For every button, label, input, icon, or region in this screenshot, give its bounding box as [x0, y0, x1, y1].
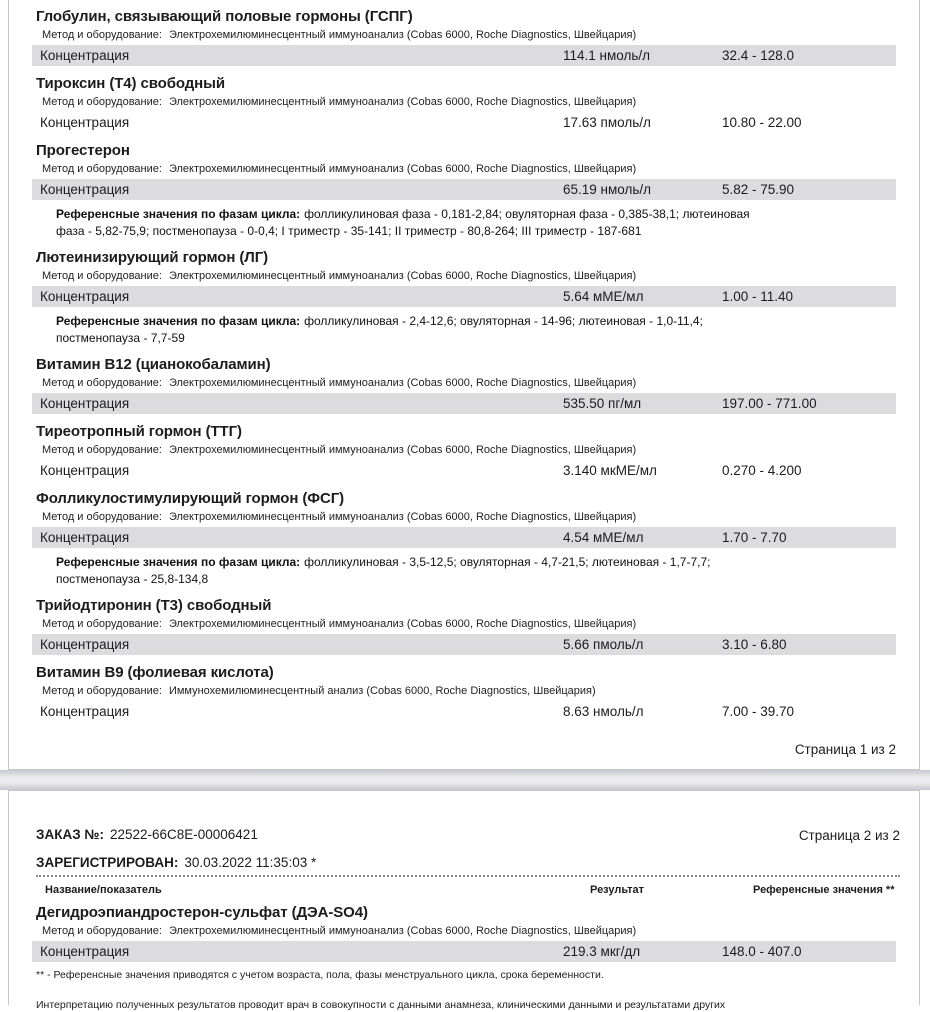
result-row	[32, 941, 896, 962]
note-line-1: фолликулиновая - 2,4-12,6; овуляторная - 14-96; лютеиновая - 1,0-11,4;	[304, 314, 703, 328]
row-range: 1.70 - 7.70	[722, 530, 787, 545]
note-line-2: постменопауза - 7,7-59	[56, 331, 185, 345]
row-value: 4.54 мМЕ/мл	[563, 530, 644, 545]
method-label: Метод и оборудование:	[42, 29, 162, 41]
page-1-content	[9, 0, 919, 758]
method-line	[42, 96, 896, 109]
row-range: 32.4 - 128.0	[722, 48, 795, 63]
method-line	[42, 444, 896, 457]
row-value: 8.63 нмоль/л	[563, 704, 644, 719]
reference-note	[56, 313, 838, 347]
method-label: Метод и оборудование:	[42, 685, 162, 697]
page-gap-shadow	[0, 770, 930, 790]
method-line	[42, 925, 896, 938]
analyte-section-lh	[32, 248, 896, 347]
method-value: Электрохемилюминесцентный иммуноанализ (Cobas 6000, Roche Diagnostics, Швейцария)	[168, 270, 637, 282]
reference-footnote: ** - Референсные значения приводятся с учетом возраста, пола, фазы менструального цикла, срока беременности.	[36, 969, 604, 981]
row-value: 5.66 пмоль/л	[563, 637, 644, 652]
method-value: Электрохемилюминесцентный иммуноанализ (Cobas 6000, Roche Diagnostics, Швейцария)	[168, 163, 637, 175]
row-value: 219.3 мкг/дл	[563, 944, 641, 959]
method-line	[42, 685, 896, 698]
row-value: 65.19 нмоль/л	[563, 182, 652, 197]
row-label: Концентрация	[40, 530, 130, 545]
result-row	[32, 460, 896, 481]
row-range: 0.270 - 4.200	[722, 463, 802, 478]
row-label: Концентрация	[40, 115, 130, 130]
method-line	[42, 163, 896, 176]
column-name-header: Название/показатель	[45, 884, 162, 896]
reference-note	[56, 554, 838, 588]
page-indicator: Страница 2 из 2	[798, 828, 900, 843]
section-title: Тироксин (Т4) свободный	[36, 75, 225, 92]
result-row	[32, 179, 896, 200]
row-range: 7.00 - 39.70	[722, 704, 795, 719]
method-line	[42, 511, 896, 524]
row-value: 17.63 пмоль/л	[563, 115, 651, 130]
result-row	[32, 286, 896, 307]
result-row	[32, 45, 896, 66]
page-indicator: Страница 1 из 2	[794, 742, 896, 757]
note-line-2: фаза - 5,82-75,9; постменопауза - 0-0,4; I триместр - 35-141; II триместр - 80,8-264; III триместр - 187-681	[56, 224, 642, 238]
column-reference-header: Референсные значения **	[753, 884, 895, 896]
result-row	[32, 701, 896, 722]
analyte-section-t3	[32, 596, 896, 655]
row-label: Концентрация	[40, 463, 130, 478]
note-line-2: постменопауза - 25,8-134,8	[56, 572, 209, 586]
analyte-section-tsh	[32, 422, 896, 481]
method-label: Метод и оборудование:	[42, 618, 162, 630]
interpretation-note: Интерпретацию полученных результатов проводит врач в совокупности с данными анамнеза, клиническими данными и результатами других	[36, 999, 726, 1011]
note-line-1: фолликулиновая - 3,5-12,5; овуляторная - 4,7-21,5; лютеиновая - 1,7-7,7;	[304, 555, 711, 569]
analyte-section-t4	[32, 74, 896, 133]
method-value: Иммунохемилюминесцентный анализ (Cobas 6000, Roche Diagnostics, Швейцария)	[168, 685, 596, 697]
result-row	[32, 634, 896, 655]
method-label: Метод и оборудование:	[42, 377, 162, 389]
row-range: 1.00 - 11.40	[722, 289, 794, 304]
section-title: Витамин В9 (фолиевая кислота)	[36, 664, 274, 681]
order-number-value: 22522-66C8E-00006421	[109, 827, 258, 842]
method-line	[42, 377, 896, 390]
registration-label: ЗАРЕГИСТРИРОВАН:	[36, 855, 179, 870]
section-title: Дегидроэпиандростерон-сульфат (ДЭА-SO4)	[36, 904, 368, 921]
method-label: Метод и оборудование:	[42, 270, 162, 282]
row-label: Концентрация	[40, 48, 130, 63]
analyte-section-b12	[32, 355, 896, 414]
method-label: Метод и оборудование:	[42, 925, 162, 937]
order-number-label: ЗАКАЗ №:	[36, 827, 104, 842]
row-range: 3.10 - 6.80	[722, 637, 787, 652]
method-label: Метод и оборудование:	[42, 511, 162, 523]
row-range: 197.00 - 771.00	[722, 396, 817, 411]
method-label: Метод и оборудование:	[42, 96, 162, 108]
row-label: Концентрация	[40, 637, 130, 652]
reference-note	[56, 206, 838, 240]
row-value: 535.50 пг/мл	[563, 396, 642, 411]
note-label: Референсные значения по фазам цикла:	[56, 207, 301, 221]
result-row	[32, 112, 896, 133]
method-line	[42, 29, 896, 42]
method-value: Электрохемилюминесцентный иммуноанализ (Cobas 6000, Roche Diagnostics, Швейцария)	[168, 511, 637, 523]
method-value: Электрохемилюминесцентный иммуноанализ (Cobas 6000, Roche Diagnostics, Швейцария)	[168, 444, 637, 456]
section-title: Прогестерон	[36, 142, 130, 159]
row-value: 5.64 мМЕ/мл	[563, 289, 644, 304]
order-number-line	[36, 827, 900, 843]
method-value: Электрохемилюминесцентный иммуноанализ (Cobas 6000, Roche Diagnostics, Швейцария)	[168, 618, 637, 630]
row-label: Концентрация	[40, 182, 130, 197]
analyte-section-b9	[32, 663, 896, 722]
column-result-header: Результат	[590, 884, 645, 896]
section-title: Витамин В12 (цианокобаламин)	[36, 356, 271, 373]
row-range: 148.0 - 407.0	[722, 944, 802, 959]
section-title: Фолликулостимулирующий гормон (ФСГ)	[36, 490, 344, 507]
report-page-2	[8, 790, 920, 1011]
row-value: 114.1 нмоль/л	[563, 48, 651, 63]
analyte-section-progesterone	[32, 141, 896, 240]
analyte-section-dhea	[32, 903, 896, 962]
note-label: Референсные значения по фазам цикла:	[56, 314, 301, 328]
section-title: Тиреотропный гормон (ТТГ)	[36, 423, 242, 440]
method-value: Электрохемилюминесцентный иммуноанализ (Cobas 6000, Roche Diagnostics, Швейцария)	[168, 96, 637, 108]
row-label: Концентрация	[40, 289, 130, 304]
row-label: Концентрация	[40, 944, 130, 959]
note-line-1: фолликулиновая фаза - 0,181-2,84; овуляторная фаза - 0,385-38,1; лютеиновая	[304, 207, 750, 221]
method-value: Электрохемилюминесцентный иммуноанализ (Cobas 6000, Roche Diagnostics, Швейцария)	[168, 925, 637, 937]
page-2-content	[9, 791, 919, 1012]
method-value: Электрохемилюминесцентный иммуноанализ (Cobas 6000, Roche Diagnostics, Швейцария)	[168, 29, 637, 41]
section-title: Трийодтиронин (Т3) свободный	[36, 597, 272, 614]
row-label: Концентрация	[40, 396, 130, 411]
section-title: Глобулин, связывающий половые гормоны (ГСПГ)	[36, 8, 413, 25]
registration-value: 30.03.2022 11:35:03 *	[184, 855, 317, 870]
row-label: Концентрация	[40, 704, 130, 719]
row-range: 10.80 - 22.00	[722, 115, 802, 130]
method-line	[42, 270, 896, 283]
section-title: Лютеинизирующий гормон (ЛГ)	[36, 249, 268, 266]
result-row	[32, 527, 896, 548]
method-label: Метод и оборудование:	[42, 163, 162, 175]
result-row	[32, 393, 896, 414]
method-line	[42, 618, 896, 631]
row-range: 5.82 - 75.90	[722, 182, 795, 197]
analyte-section-fsh	[32, 489, 896, 588]
analyte-section-shbg	[32, 7, 896, 66]
method-label: Метод и оборудование:	[42, 444, 162, 456]
note-label: Референсные значения по фазам цикла:	[56, 555, 301, 569]
row-value: 3.140 мкМЕ/мл	[563, 463, 657, 478]
method-value: Электрохемилюминесцентный иммуноанализ (Cobas 6000, Roche Diagnostics, Швейцария)	[168, 377, 637, 389]
report-page-1	[8, 0, 920, 770]
registration-line	[36, 855, 900, 877]
table-header	[32, 884, 896, 897]
